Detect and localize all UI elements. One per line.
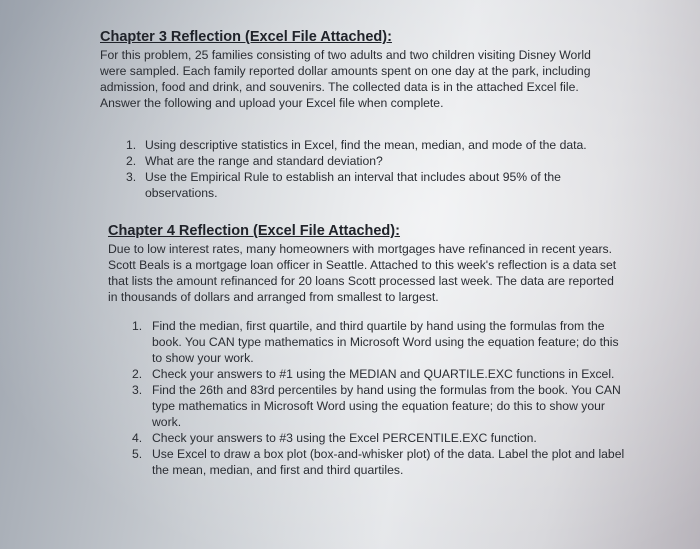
paragraph-line: admission, food and drink, and souvenirs. The collected data is in the attached Excel file. bbox=[100, 80, 579, 94]
paragraph-line: Scott Beals is a mortgage loan officer in Seattle. Attached to this week's reflection is a data set bbox=[108, 258, 617, 272]
chapter-4-paragraph bbox=[108, 241, 668, 305]
item-text: type mathematics in Microsoft Word using the equation feature; do this to show your bbox=[152, 399, 605, 413]
list-item bbox=[132, 446, 652, 478]
list-item bbox=[132, 366, 652, 382]
list-item bbox=[132, 382, 652, 430]
item-text: Check your answers to #3 using the Excel PERCENTILE.EXC function. bbox=[152, 431, 537, 445]
chapter-4-question-list bbox=[132, 318, 652, 478]
list-item bbox=[126, 169, 646, 201]
item-text: the mean, median, and first and third quartiles. bbox=[152, 463, 404, 477]
list-item bbox=[132, 430, 652, 446]
item-text: What are the range and standard deviation? bbox=[145, 154, 383, 168]
item-text: Using descriptive statistics in Excel, find the mean, median, and mode of the data. bbox=[145, 138, 587, 152]
item-text: book. You CAN type mathematics in Microsoft Word using the equation feature; do this bbox=[152, 335, 619, 349]
item-text: Check your answers to #1 using the MEDIAN and QUARTILE.EXC functions in Excel. bbox=[152, 367, 615, 381]
chapter-3-paragraph bbox=[100, 47, 660, 111]
item-number: 2. bbox=[132, 367, 143, 381]
paragraph-line: For this problem, 25 families consisting of two adults and two children visiting Disney World bbox=[100, 48, 591, 62]
paragraph-line: Due to low interest rates, many homeowners with mortgages have refinanced in recent years. bbox=[108, 242, 612, 256]
item-number: 1. bbox=[132, 319, 143, 333]
item-number: 4. bbox=[132, 431, 143, 445]
list-item bbox=[132, 318, 652, 366]
chapter-3-heading: Chapter 3 Reflection (Excel File Attached): bbox=[100, 29, 392, 45]
list-item bbox=[126, 153, 646, 169]
item-text: Use the Empirical Rule to establish an interval that includes about 95% of the bbox=[145, 170, 561, 184]
item-number: 5. bbox=[132, 447, 143, 461]
item-text: observations. bbox=[145, 186, 218, 200]
item-text: to show your work. bbox=[152, 351, 254, 365]
item-text: Find the 26th and 83rd percentiles by hand using the formulas from the book. You CAN bbox=[152, 383, 621, 397]
chapter-3-section bbox=[100, 29, 660, 111]
paragraph-line: were sampled. Each family reported dollar amounts spent on one day at the park, including bbox=[100, 64, 591, 78]
item-number: 1. bbox=[126, 138, 137, 152]
item-text: work. bbox=[152, 415, 182, 429]
item-number: 3. bbox=[126, 170, 137, 184]
item-number: 3. bbox=[132, 383, 143, 397]
chapter-3-question-list bbox=[126, 137, 646, 201]
paragraph-line: in thousands of dollars and arranged from smallest to largest. bbox=[108, 290, 439, 304]
item-text: Find the median, first quartile, and third quartile by hand using the formulas from the bbox=[152, 319, 605, 333]
chapter-4-heading: Chapter 4 Reflection (Excel File Attached): bbox=[108, 223, 400, 239]
item-number: 2. bbox=[126, 154, 137, 168]
list-item bbox=[126, 137, 646, 153]
chapter-4-section bbox=[108, 223, 668, 305]
item-text: Use Excel to draw a box plot (box-and-whisker plot) of the data. Label the plot and label bbox=[152, 447, 625, 461]
paragraph-line: that lists the amount refinanced for 20 loans Scott processed last week. The data are reported bbox=[108, 274, 614, 288]
paragraph-line: Answer the following and upload your Excel file when complete. bbox=[100, 96, 444, 110]
